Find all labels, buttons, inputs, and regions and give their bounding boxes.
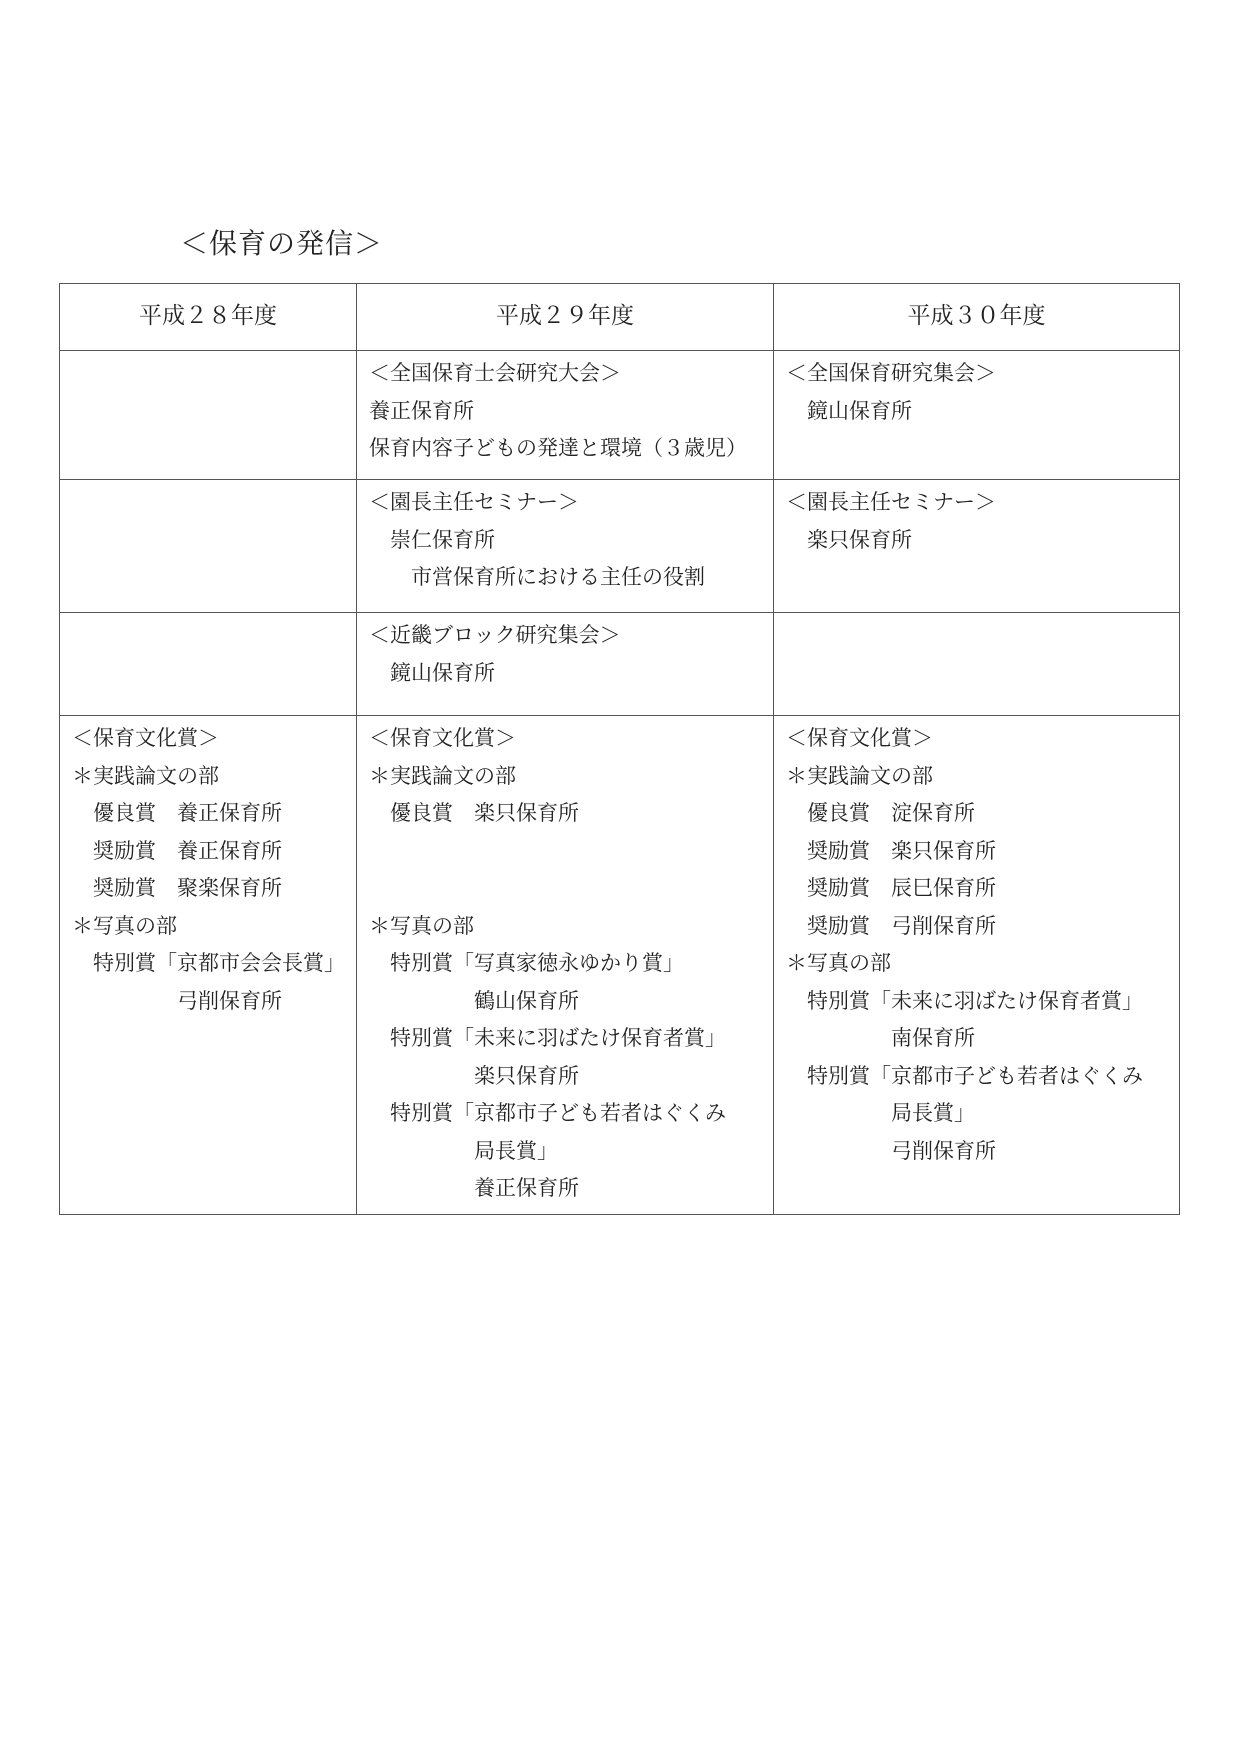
cell-h28 [60, 351, 357, 480]
table-row [60, 480, 1180, 613]
cell-line: ＊実践論文の部 [786, 763, 933, 788]
cell-line: 特別賞「未来に羽ばたけ保育者賞」 [369, 1026, 726, 1050]
cell-line: ＜保育文化賞＞ [369, 726, 516, 750]
cell-line: 優良賞 養正保育所 [72, 801, 282, 825]
cell-line: 特別賞「京都市子ども若者はぐくみ [786, 1063, 1143, 1088]
cell-line: 特別賞「京都市子ども若者はぐくみ [369, 1101, 726, 1125]
cell-line: 養正保育所 [369, 398, 474, 423]
cell-line: 優良賞 淀保育所 [786, 801, 975, 825]
cell-line: ＜保育文化賞＞ [72, 726, 219, 750]
cell-h30 [774, 351, 1180, 480]
cell-h29 [357, 613, 774, 716]
cell-line: 局長賞」 [786, 1101, 975, 1125]
table-row [60, 351, 1180, 480]
outreach-table [59, 283, 1180, 1215]
cell-h29 [357, 716, 774, 1215]
cell-h30 [774, 716, 1180, 1215]
cell-line: ＊写真の部 [72, 913, 177, 938]
cell-h28 [60, 716, 357, 1215]
cell-line: 奨励賞 弓削保育所 [786, 913, 996, 938]
cell-line: ＊写真の部 [369, 913, 474, 938]
cell-line: 奨励賞 楽只保育所 [786, 838, 996, 863]
cell-line: 特別賞「写真家徳永ゆかり賞」 [369, 951, 684, 975]
cell-h28 [60, 480, 357, 613]
cell-line: 弓削保育所 [786, 1138, 996, 1163]
cell-line: ＜園長主任セミナー＞ [369, 490, 579, 514]
header-h30: 平成３０年度 [774, 284, 1180, 351]
cell-line: 奨励賞 聚楽保育所 [72, 876, 282, 900]
cell-line: ＜保育文化賞＞ [786, 726, 933, 750]
cell-line: 養正保育所 [369, 1176, 579, 1200]
cell-line: 保育内容子どもの発達と環境（３歳児） [369, 436, 747, 460]
cell-line: ＊実践論文の部 [72, 763, 219, 788]
cell-line: 特別賞「京都市会会長賞」 [72, 951, 345, 975]
table-row [60, 716, 1180, 1215]
cell-line: 鶴山保育所 [369, 988, 579, 1013]
header-row [60, 284, 1180, 351]
cell-line: 奨励賞 養正保育所 [72, 838, 282, 863]
cell-line: 局長賞」 [369, 1138, 558, 1163]
cell-h30 [774, 480, 1180, 613]
cell-line: 楽只保育所 [369, 1063, 579, 1088]
cell-line: 南保育所 [786, 1026, 975, 1050]
cell-line: 特別賞「未来に羽ばたけ保育者賞」 [786, 988, 1143, 1013]
header-h29: 平成２９年度 [357, 284, 774, 351]
cell-line [369, 833, 763, 871]
cell-line: ＊写真の部 [786, 951, 891, 975]
cell-h29 [357, 480, 774, 613]
cell-line: 市営保育所における主任の役割 [369, 565, 705, 589]
cell-line: ＜全国保育士会研究大会＞ [369, 361, 621, 385]
cell-line: 崇仁保育所 [369, 527, 495, 552]
cell-line: 弓削保育所 [72, 988, 282, 1013]
cell-line: 鏡山保育所 [369, 660, 495, 685]
document-title: ＜保育の発信＞ [180, 227, 384, 260]
table-row [60, 613, 1180, 716]
cell-line: ＜園長主任セミナー＞ [786, 490, 996, 514]
cell-line: 鏡山保育所 [786, 398, 912, 423]
cell-h30 [774, 613, 1180, 716]
cell-line: 楽只保育所 [786, 527, 912, 552]
cell-h28 [60, 613, 357, 716]
cell-line: 優良賞 楽只保育所 [369, 801, 579, 825]
cell-line: ＊実践論文の部 [369, 763, 516, 788]
cell-line: ＜全国保育研究集会＞ [786, 361, 996, 385]
cell-h29 [357, 351, 774, 480]
cell-line [369, 870, 763, 908]
cell-line: 奨励賞 辰巳保育所 [786, 876, 996, 900]
cell-line: ＜近畿ブロック研究集会＞ [369, 623, 621, 647]
header-h28: 平成２８年度 [60, 284, 357, 351]
